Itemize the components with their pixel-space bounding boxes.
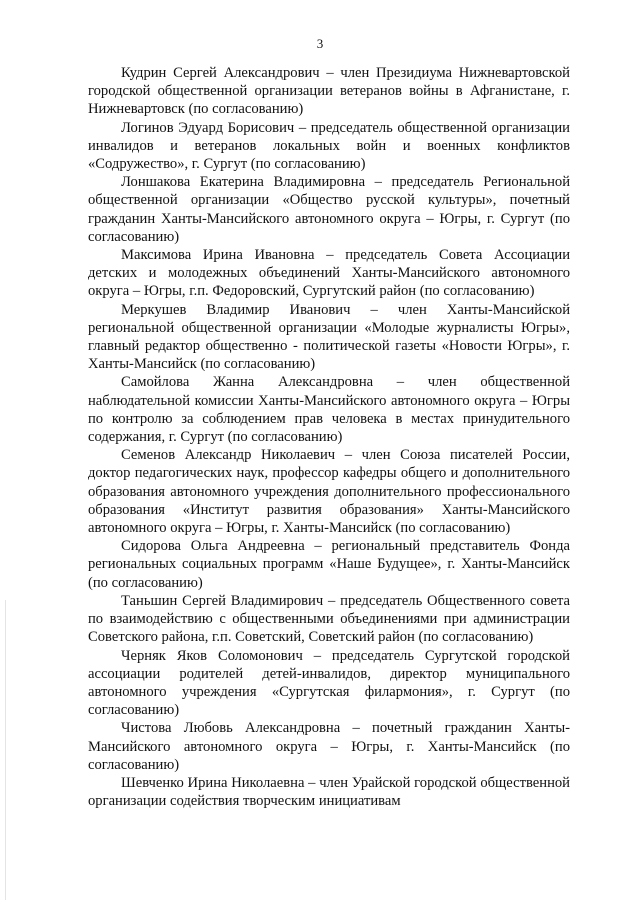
scan-edge-line	[5, 600, 6, 900]
member-entry-chistova: Чистова Любовь Александровна – почетный гражданин Ханты-Мансийского автономного округа – Югры, г. Ханты-Мансийск (по согласованию)	[88, 720, 570, 773]
member-list	[88, 64, 570, 810]
member-entry-shevchenko: Шевченко Ирина Николаевна – член Урайской городской общественной организации содействия творческим инициативам	[88, 774, 570, 810]
member-entry-tanshin: Таньшин Сергей Владимирович – председатель Общественного совета по взаимодействию с общественными объединениями при администрации Советского района, г.п. Советский, Советский район (по согласованию)	[88, 592, 570, 646]
member-entry-loginov: Логинов Эдуард Борисович – председатель общественной организации инвалидов и ветеранов локальных войн и военных конфликтов «Содружество», г. Сургут (по согласованию)	[88, 119, 570, 173]
member-entry-chernyak: Черняк Яков Соломонович – председатель Сургутской городской ассоциации родителей детей-инвалидов, директор муниципального автономного учреждения «Сургутская филармония», г. Сургут (по согласованию)	[88, 647, 570, 719]
member-entry-samoylova: Самойлова Жанна Александровна – член общественной наблюдательной комиссии Ханты-Мансийского автономного округа – Югры по контролю за соблюдением прав человека в местах принудительного содержания, г. Сургут (по согласованию)	[88, 374, 570, 446]
member-entry-maksimova: Максимова Ирина Ивановна – председатель Совета Ассоциации детских и молодежных объединений Ханты-Мансийского автономного округа – Югры, г.п. Федоровский, Сургутский район (по согласованию)	[88, 247, 570, 300]
member-entry-lonshakova: Лоншакова Екатерина Владимировна – председатель Региональной общественной организации «Общество русской культуры», почетный гражданин Ханты-Мансийского автономного округа – Югры, г. Сургут (по согласованию)	[88, 174, 570, 245]
member-entry-sidorova: Сидорова Ольга Андреевна – региональный представитель Фонда региональных социальных программ «Наше Будущее», г. Ханты-Мансийск (по согласованию)	[88, 538, 570, 591]
member-entry-semenov: Семенов Александр Николаевич – член Союза писателей России, доктор педагогических наук, профессор кафедры общего и дополнительного образования автономного учреждения дополнительного профессионального образования «Институт развития образования» Ханты-Мансийского автономного округа – Югры, г. Ханты-Мансийск (по согласованию)	[88, 447, 570, 537]
page-number: 3	[316, 36, 324, 51]
member-entry-kudrin: Кудрин Сергей Александрович – член Президиума Нижневартовской городской общественной организации ветеранов войны в Афганистане, г. Нижневартовск (по согласованию)	[88, 65, 570, 118]
member-entry-merkushev: Меркушев Владимир Иванович – член Ханты-Мансийской региональной общественной организации «Молодые журналисты Югры», главный редактор общественно - политической газеты «Новости Югры», г. Ханты-Мансийск (по согласованию)	[88, 301, 570, 373]
